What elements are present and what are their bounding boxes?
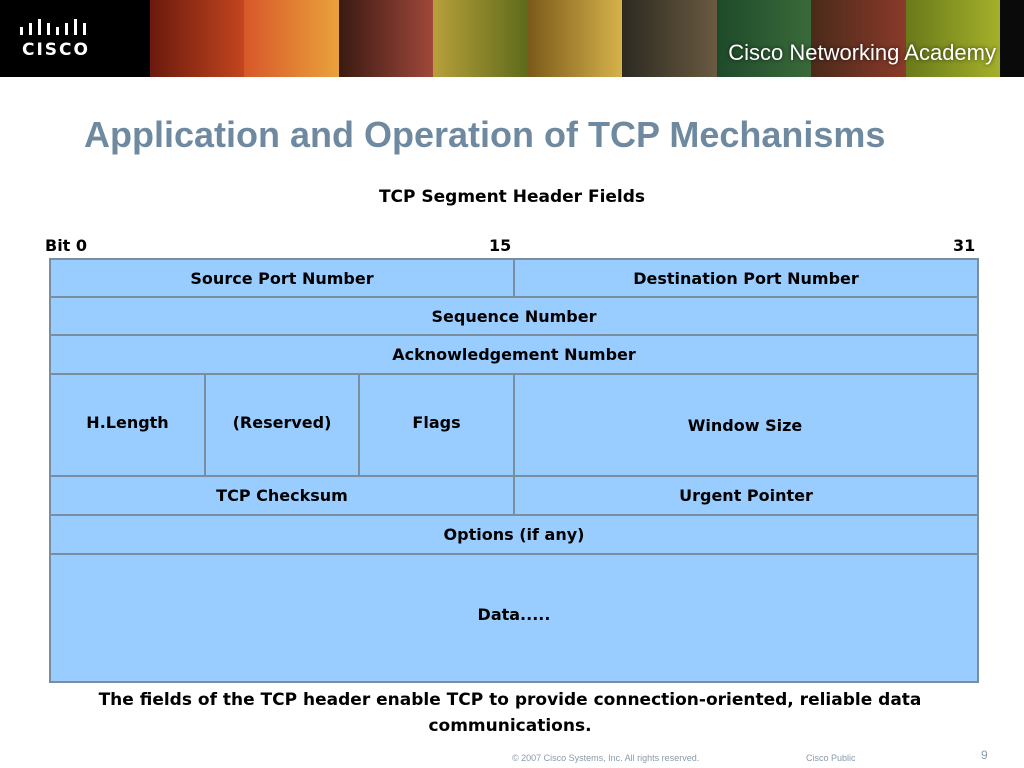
field-destination-port: Destination Port Number [513, 258, 979, 298]
field-flags: Flags [358, 373, 515, 477]
field-window-size: Window Size [513, 373, 979, 477]
header-banner [0, 0, 1024, 77]
field-source-port: Source Port Number [49, 258, 515, 298]
footer-copyright: © 2007 Cisco Systems, Inc. All rights reserved. [512, 753, 700, 763]
field-tcp-checksum: TCP Checksum [49, 475, 515, 516]
slide-title: Application and Operation of TCP Mechanisms [84, 114, 886, 155]
field-sequence-number: Sequence Number [49, 296, 979, 336]
field-options: Options (if any) [49, 514, 979, 555]
cisco-logo [0, 0, 150, 77]
field-urgent-pointer: Urgent Pointer [513, 475, 979, 516]
footer-classification: Cisco Public [806, 753, 856, 763]
academy-brand: Cisco Networking Academy [728, 40, 996, 65]
bit-label-31: 31 [953, 236, 976, 255]
bit-label-0: Bit 0 [45, 236, 88, 255]
cisco-bars-icon [20, 19, 92, 35]
cisco-logo-text: CISCO [22, 40, 90, 60]
field-data: Data..... [49, 553, 979, 683]
diagram-title: TCP Segment Header Fields [378, 187, 646, 207]
bit-label-15: 15 [489, 236, 512, 255]
diagram-caption: The fields of the TCP header enable TCP to provide connection-oriented, reliable data communications. [98, 690, 922, 736]
field-reserved: (Reserved) [204, 373, 360, 477]
field-header-length: H.Length [49, 373, 206, 477]
field-acknowledgement-number: Acknowledgement Number [49, 334, 979, 375]
page-number: 9 [981, 748, 988, 762]
